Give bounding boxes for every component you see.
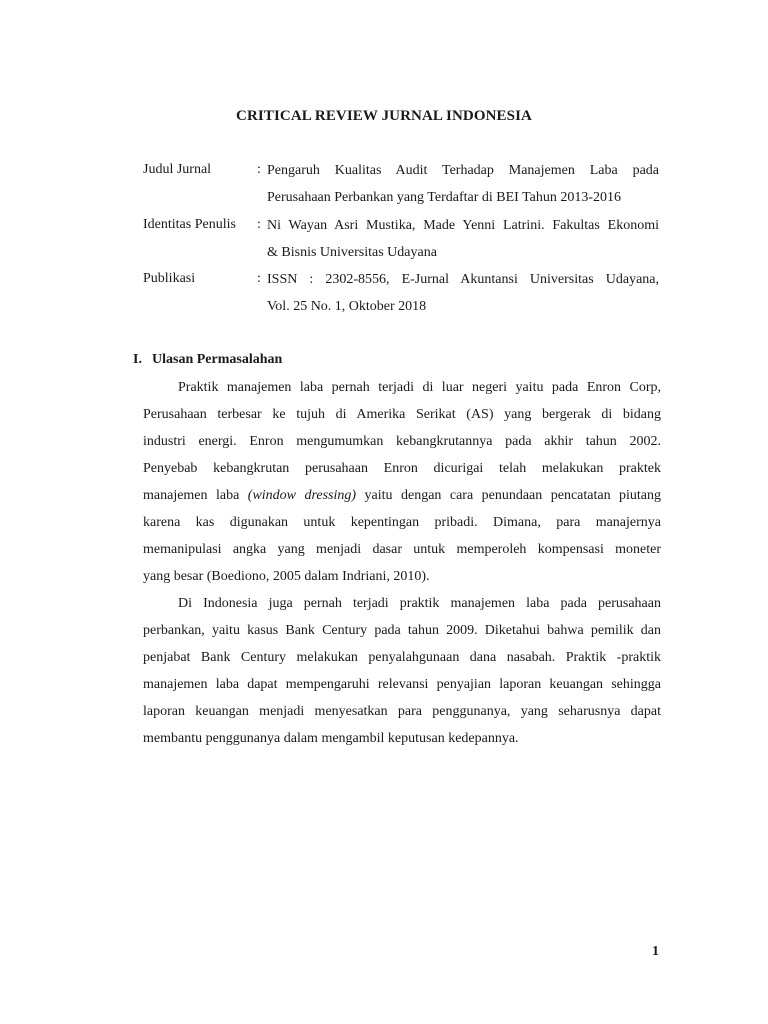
meta-label: Judul Jurnal: [143, 162, 212, 177]
paragraph-line: Di Indonesia juga pernah terjadi praktik manajemen laba pada perusahaan: [178, 596, 661, 611]
document-title: CRITICAL REVIEW JURNAL INDONESIA: [236, 108, 532, 124]
meta-label: Identitas Penulis: [143, 217, 236, 232]
section-number: I.: [133, 352, 142, 367]
paragraph-line: perbankan, yaitu kasus Bank Century pada tahun 2009. Diketahui bahwa pemilik dan: [143, 623, 661, 638]
paragraph-line: manajemen laba dapat mempengaruhi relevansi penyajian laporan keuangan sehingga: [143, 677, 661, 692]
paragraph-line: yang besar (Boediono, 2005 dalam Indriani, 2010).: [143, 569, 430, 584]
paragraph-line: Praktik manajemen laba pernah terjadi di luar negeri yaitu pada Enron Corp,: [178, 380, 661, 395]
paragraph-line: karena kas digunakan untuk kepentingan pribadi. Dimana, para manajernya: [143, 515, 661, 530]
meta-value-line: Ni Wayan Asri Mustika, Made Yenni Latrini. Fakultas Ekonomi: [267, 218, 659, 233]
meta-value: [267, 157, 768, 211]
paragraph-segment: manajemen laba: [143, 488, 240, 503]
paragraph-line-mixed: [143, 482, 661, 509]
paragraph-line: memanipulasi angka yang menjadi dasar untuk memperoleh kompensasi moneter: [143, 542, 661, 557]
paragraph-line: Perusahaan terbesar ke tujuh di Amerika Serikat (AS) yang bergerak di bidang: [143, 407, 661, 422]
meta-value-line: Vol. 25 No. 1, Oktober 2018: [267, 299, 427, 314]
page-number: 1: [652, 944, 659, 959]
meta-value-line: Pengaruh Kualitas Audit Terhadap Manajemen Laba pada: [267, 163, 659, 178]
paragraph-italic-segment: (window dressing): [247, 488, 357, 503]
meta-colon: :: [257, 162, 261, 177]
section-heading: [133, 352, 282, 368]
paragraph-1: [143, 374, 661, 590]
meta-label: Publikasi: [143, 271, 196, 286]
paragraph-2: [143, 590, 661, 752]
meta-value-line: & Bisnis Universitas Udayana: [267, 245, 437, 260]
meta-value: [267, 212, 768, 266]
paragraph-segment: yaitu dengan cara penundaan pencatatan piutang: [364, 488, 662, 503]
meta-value-line: Perusahaan Perbankan yang Terdaftar di BEI Tahun 2013-2016: [267, 190, 622, 205]
paragraph-line: membantu penggunanya dalam mengambil keputusan kedepannya.: [143, 731, 519, 746]
paragraph-line: penjabat Bank Century melakukan penyalahgunaan dana nasabah. Praktik -praktik: [143, 650, 661, 665]
meta-colon: :: [257, 217, 261, 232]
meta-value: [267, 266, 768, 320]
meta-colon: :: [257, 271, 261, 286]
paragraph-line: Penyebab kebangkrutan perusahaan Enron dicurigai telah melakukan praktek: [143, 461, 661, 476]
paragraph-line: laporan keuangan menjadi menyesatkan para penggunanya, yang seharusnya dapat: [143, 704, 661, 719]
paragraph-line: industri energi. Enron mengumumkan kebangkrutannya pada akhir tahun 2002.: [143, 434, 661, 449]
section-title: Ulasan Permasalahan: [152, 352, 283, 367]
meta-value-line: ISSN : 2302-8556, E-Jurnal Akuntansi Universitas Udayana,: [267, 272, 659, 287]
